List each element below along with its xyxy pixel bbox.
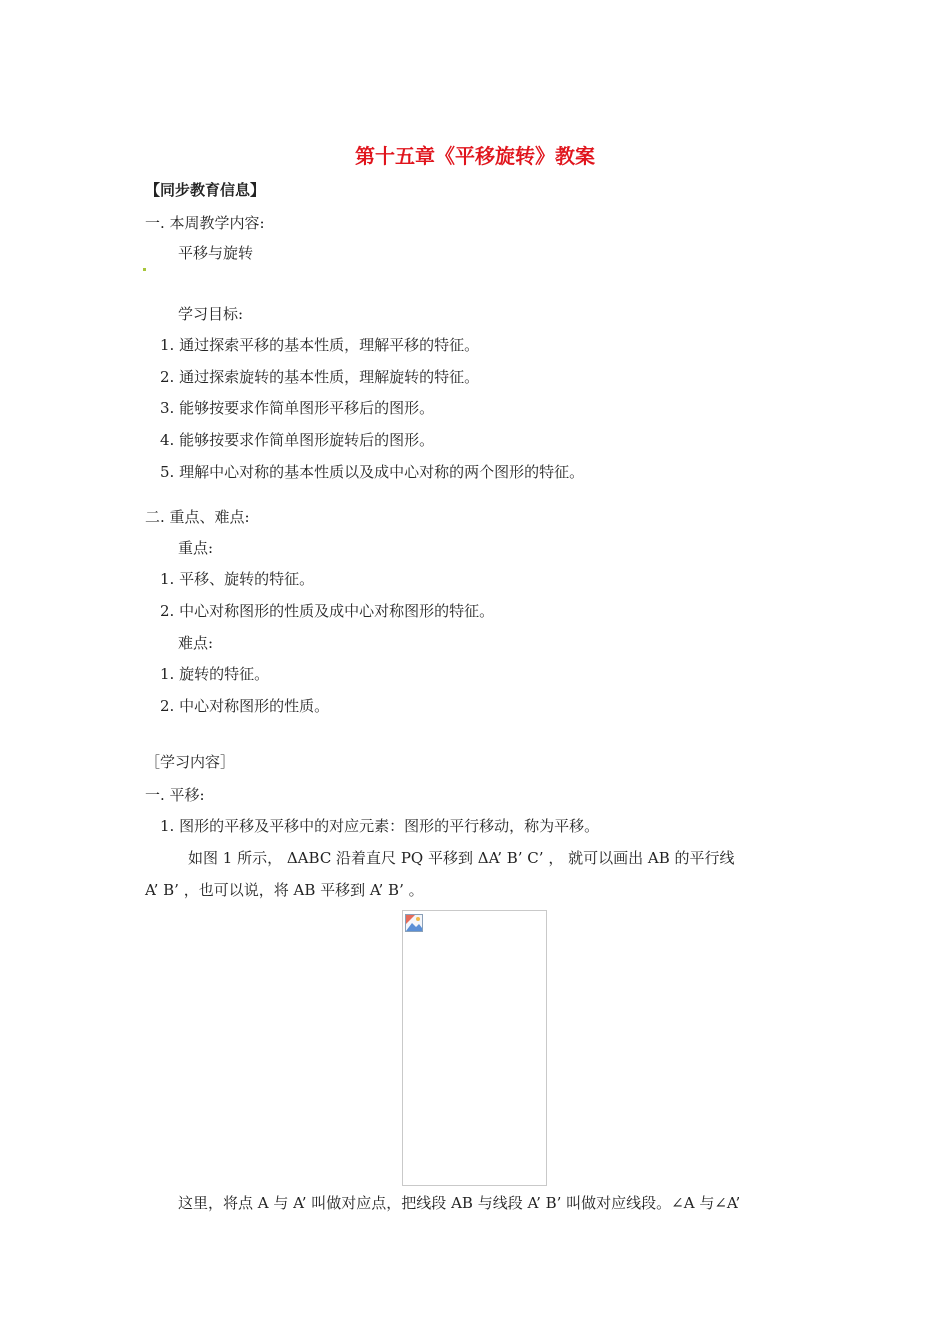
section-header: 【同步教育信息】 <box>145 181 266 199</box>
paragraph-line: 这里，将点 A 与 A’ 叫做对应点，把线段 AB 与线段 A’ B’ 叫做对应线段。∠A 与∠A’ <box>178 1194 741 1212</box>
section-2-heading: 二. 重点、难点: <box>145 508 250 526</box>
hard-label: 难点: <box>178 634 214 652</box>
goal-item: 1. 通过探索平移的基本性质，理解平移的特征。 <box>160 336 480 354</box>
decorative-dot <box>143 268 146 271</box>
hard-item: 1. 旋转的特征。 <box>160 665 270 683</box>
section-1-heading: 一. 本周教学内容: <box>145 214 265 232</box>
content-heading: ［学习内容］ <box>145 753 236 771</box>
document-title: 第十五章《平移旋转》教案 <box>355 144 595 168</box>
goal-item: 3. 能够按要求作简单图形平移后的图形。 <box>160 399 435 417</box>
content-item: 1. 图形的平移及平移中的对应元素：图形的平行移动，称为平移。 <box>160 817 600 835</box>
content-section-1-heading: 一. 平移: <box>145 786 205 804</box>
goal-item: 2. 通过探索旋转的基本性质，理解旋转的特征。 <box>160 368 480 386</box>
paragraph-line: 如图 1 所示， ΔABC 沿着直尺 PQ 平移到 ΔA’ B’ C’ ， 就可以画出 AB 的平行线 <box>188 849 735 867</box>
section-1-topic: 平移与旋转 <box>178 244 254 262</box>
key-item: 1. 平移、旋转的特征。 <box>160 570 315 588</box>
paragraph-line: A’ B’ ，也可以说，将 AB 平移到 A’ B’ 。 <box>145 881 424 899</box>
key-label: 重点: <box>178 539 214 557</box>
broken-image-icon <box>405 914 423 932</box>
goal-item: 4. 能够按要求作简单图形旋转后的图形。 <box>160 431 435 449</box>
goal-item: 5. 理解中心对称的基本性质以及成中心对称的两个图形的特征。 <box>160 463 585 481</box>
figure-placeholder <box>402 910 547 1186</box>
key-item: 2. 中心对称图形的性质及成中心对称图形的特征。 <box>160 602 495 620</box>
hard-item: 2. 中心对称图形的性质。 <box>160 697 330 715</box>
goals-label: 学习目标: <box>178 305 244 323</box>
